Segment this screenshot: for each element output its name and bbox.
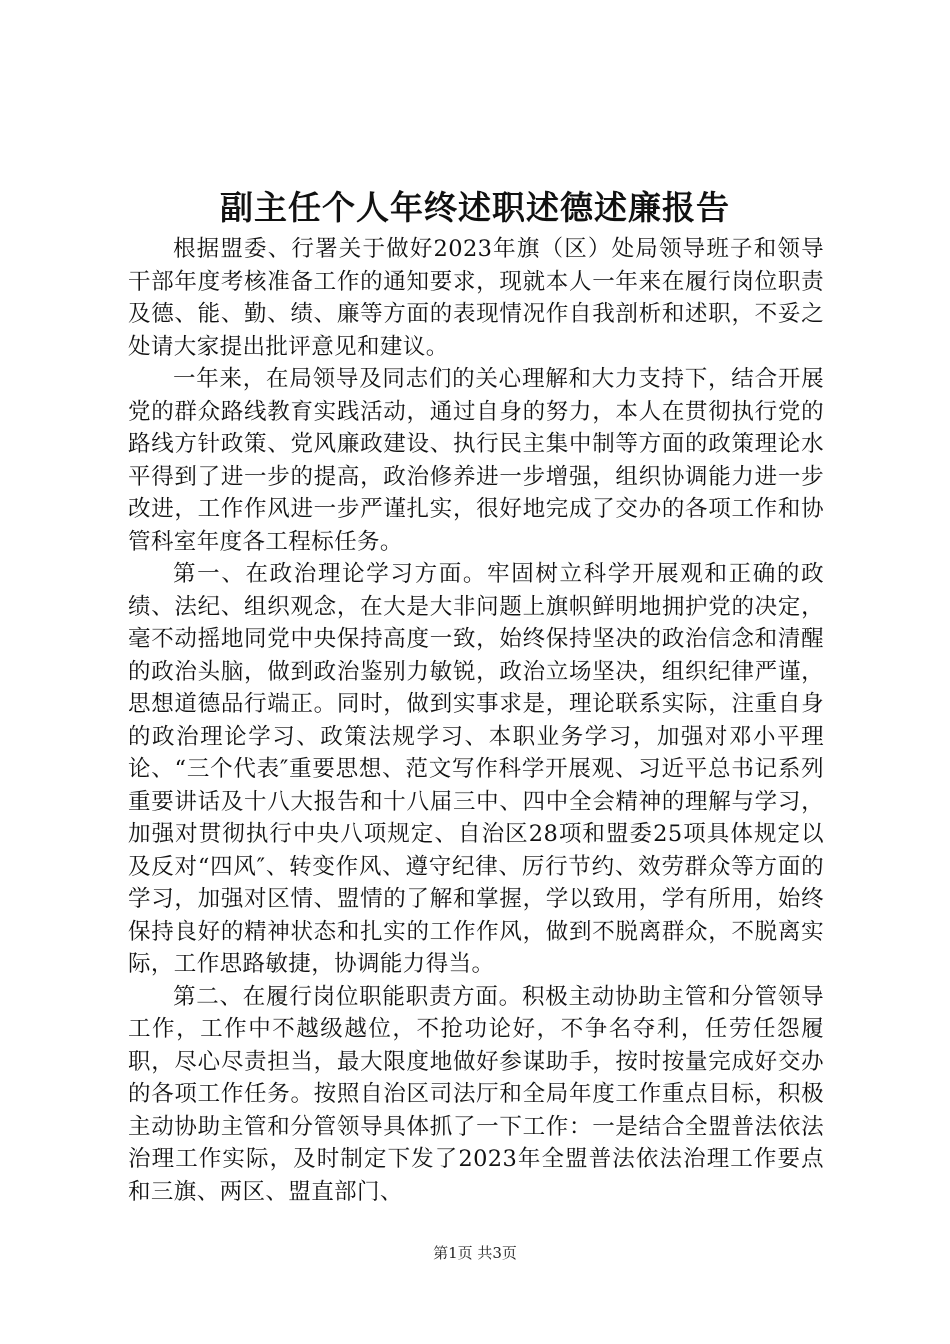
paragraph-political-study: 第一、在政治理论学习方面。牢固树立科学开展观和正确的政绩、法纪、组织观念，在大是大非问题上旗帜鲜明地拥护党的决定，毫不动摇地同党中央保持高度一致，始终保持坚决的政治信念和清醒的政治头脑，做到政治鉴别力敏锐，政治立场坚决，组织纪律严谨，思想道德品行端正。同时，做到实事求是，理论联系实际，注重自身的政治理论学习、政策法规学习、本职业务学习，加强对邓小平理论、“三个代表″重要思想、范文写作科学开展观、习近平总书记系列重要讲话及十八大报告和十八届三中、四中全会精神的理解与学习，加强对贯彻执行中央八项规定、自治区28项和盟委25项具体规定以及反对“四风″、转变作风、遵守纪律、厉行节约、效劳群众等方面的学习，加强对区情、盟情的了解和掌握，学以致用，学有所用，始终保持良好的精神状态和扎实的工作作风，做到不脱离群众，不脱离实际，工作思路敏捷，协调能力得当。 [128,561,824,977]
page-footer: 第1页 共3页 [433,1244,517,1262]
paragraph-overview: 一年来，在局领导及同志们的关心理解和大力支持下，结合开展党的群众路线教育实践活动，通过自身的努力，本人在贯彻执行党的路线方针政策、党风廉政建设、执行民主集中制等方面的政策理论水平得到了进一步的提高，政治修养进一步增强，组织协调能力进一步改进，工作作风进一步严谨扎实，很好地完成了交办的各项工作和协管科室年度各工程标任务。 [128,366,824,555]
paragraph-intro: 根据盟委、行署关于做好2023年旗（区）处局领导班子和领导干部年度考核准备工作的通知要求，现就本人一年来在履行岗位职责及德、能、勤、绩、廉等方面的表现情况作自我剖析和述职，不妥之处请大家提出批评意见和建议。 [128,236,824,360]
document-title: 副主任个人年终述职述德述廉报告 [220,188,730,227]
document-body [128,233,824,1208]
paragraph-duties: 第二、在履行岗位职能职责方面。积极主动协助主管和分管领导工作，工作中不越级越位，不抢功论好，不争名夺利，任劳任怨履职，尽心尽责担当，最大限度地做好参谋助手，按时按量完成好交办的各项工作任务。按照自治区司法厅和全局年度工作重点目标，积极主动协助主管和分管领导具体抓了一下工作：一是结合全盟普法依法治理工作实际，及时制定下发了2023年全盟普法依法治理工作要点和三旗、两区、盟直部门、 [128,983,824,1205]
